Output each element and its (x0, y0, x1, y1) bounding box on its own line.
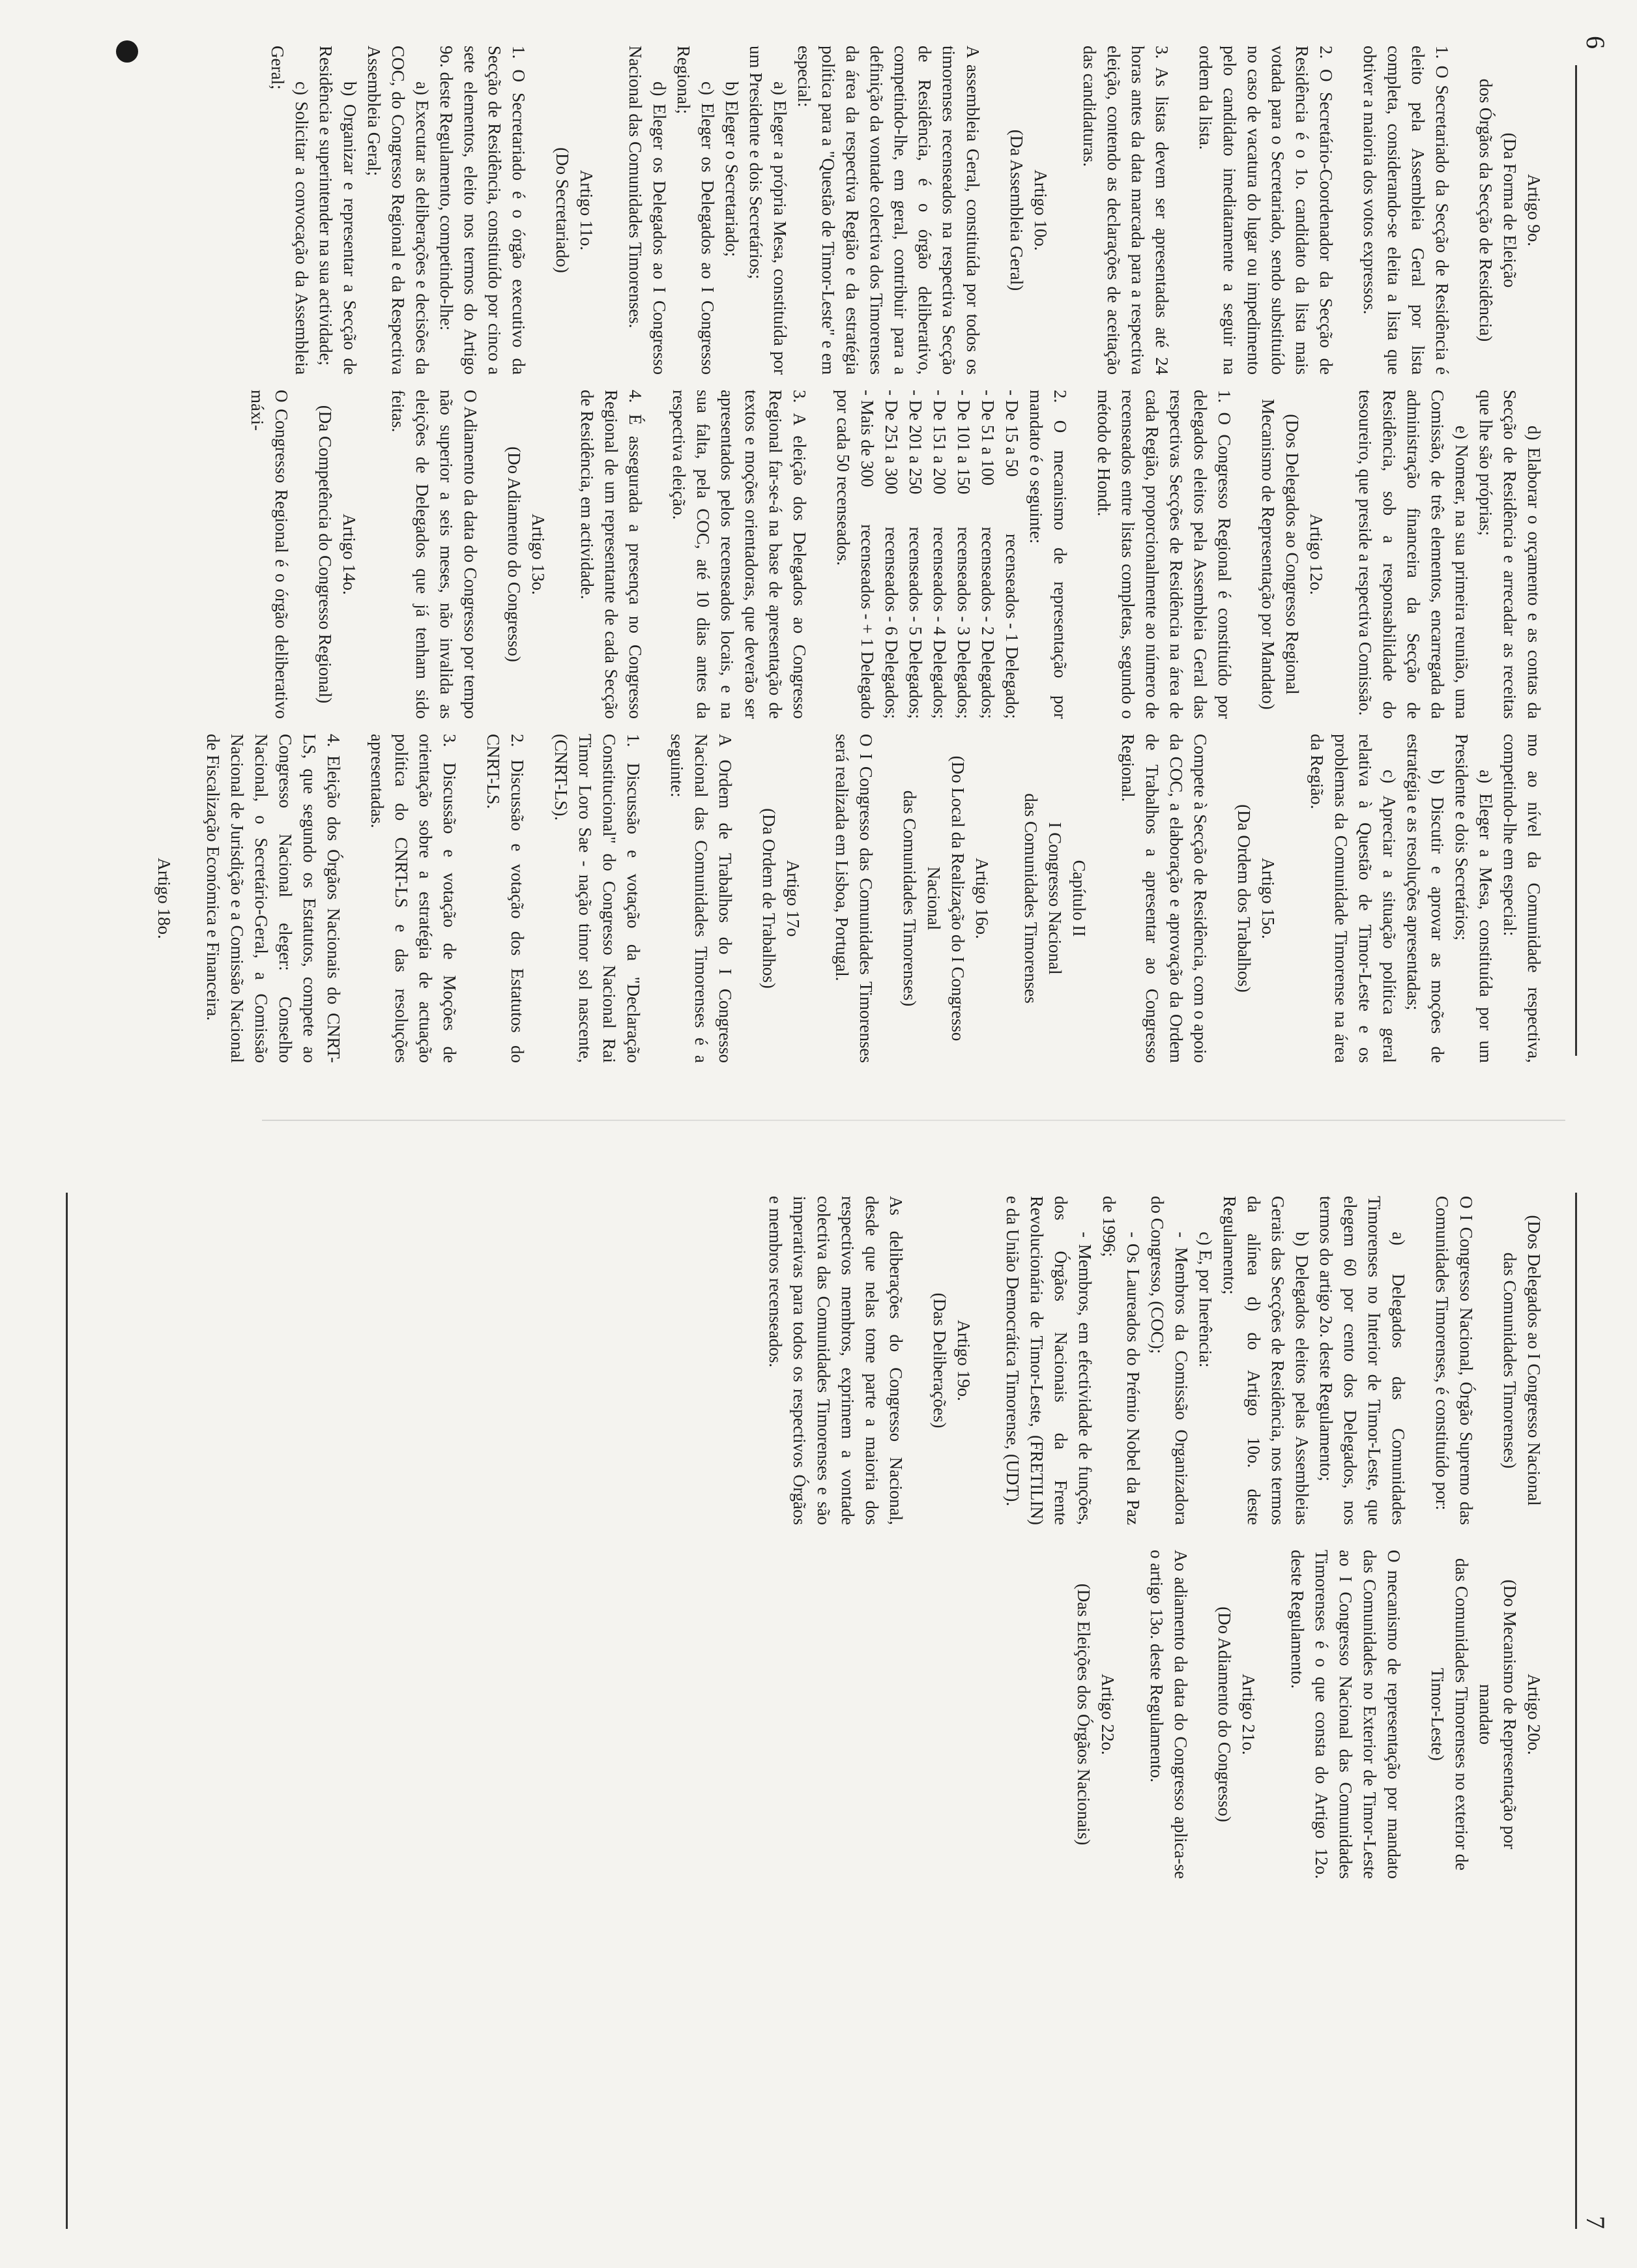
chapter-heading (1019, 734, 1091, 1063)
list-item: 2. Discussão e votação dos Estatutos do CNRT-LS. (484, 734, 527, 1063)
article-subtitle: (Do Adiamento do Congresso) (504, 446, 524, 662)
list-item: a) Eleger a Mesa, constituída por um Presidente e dois Secretários; (1452, 734, 1496, 1063)
column-4 (744, 1196, 1546, 1525)
mandate-row (879, 390, 903, 719)
chapter-subtitle: I Congresso Nacional (1045, 822, 1065, 975)
paragraph: por cada 50 recenseados. (833, 390, 853, 566)
article-heading (1425, 1550, 1546, 1879)
article-subtitle: das Comunidades Timorenses) (900, 790, 920, 1007)
mandate-row (855, 390, 879, 719)
paragraph: 1. O Congresso Regional é constituído por delegados eleitos pela Assembleia Geral das respectivas Secções de Residência na área de cada Região, proporcionalmente ao número de recenseados entre listas completas, segundo o método de Hondt. (1094, 390, 1234, 719)
paragraph: O Adiamento da data do Congresso por tempo não superior a seis meses, não invalida as eleições de Delegados que já tenham sido feitas. (388, 390, 480, 719)
article-subtitle: (Da Ordem de Trabalhos) (759, 808, 779, 989)
mandate-count: recenseados - 1 Delegado; (1002, 533, 1022, 719)
list-item: a) Delegados das Comunidades Timorenses no Interior de Timor-Leste, que elegem 60 por cento dos Delegados, nos termos do artigo 2o. deste Regulamento; (1316, 1196, 1408, 1525)
paragraph: O I Congresso Nacional, Órgão Supremo das Comunidades Timorenses, é constituído por: (1432, 1196, 1476, 1525)
article-title: Artigo 12o. (1307, 514, 1326, 595)
column-1 (265, 46, 1546, 375)
paragraph: As deliberações do Congresso Nacional, desde que nelas tome parte a maioria dos respectivos membros, exprimem a vontade colectiva das Comunidades Timorenses e são imperativas para todos os respectivos Órgãos e membros recenseados. (766, 1196, 906, 1525)
article-title: Artigo 13o. (529, 514, 548, 595)
column-2 (225, 390, 1546, 719)
list-item: - Membros da Comissão Organizadora do Congresso, (COC); (1148, 1196, 1191, 1525)
paragraph: Compete à Secção de Residência, com o apoio da COC, a elaboração e aprovação da Ordem de Trabalhos a apresentar ao Congresso Regional. (1118, 734, 1210, 1063)
article-heading (1498, 1196, 1546, 1525)
chapter-subtitle: das Comunidades Timorenses (1021, 793, 1041, 1004)
article-title: Artigo 14o. (340, 514, 359, 595)
article-subtitle: (Das Eleições dos Órgãos Nacionais) (1074, 1583, 1094, 1846)
article-heading (550, 46, 598, 375)
article-heading (1473, 46, 1546, 375)
list-item: c) Solicitar a convocação da Assembleia Geral; (268, 46, 311, 375)
mandate-count: recenseados - 2 Delegados; (978, 527, 998, 719)
mandate-count: recenseados - + 1 Delegado (858, 524, 877, 719)
column-3 (152, 734, 1546, 1063)
paragraph: mo ao nível da Comunidade respectiva, competindo-lhe em especial: (1500, 734, 1544, 1063)
list-item: a) Executar as deliberações e decisões da COC, do Congresso Regional e da Respectiva Assembleia Geral; (364, 46, 432, 375)
list-item: b) Delegados eleitos pelas Assembleias Gerais das Secções de Residência, nos termos da alínea d) do Artigo 10o. deste Regulamento; (1220, 1196, 1312, 1525)
article-subtitle: (Do Secretariado) (553, 147, 572, 273)
paragraph: 1. O Secretariado da Secção de Residência é eleito pela Assembleia Geral por lista completa, considerando-se eleita a lista que obtiver a maioria dos votos expressos. (1360, 46, 1452, 375)
article-title: Artigo 11o. (577, 169, 596, 251)
paragraph: O mecanismo de representação por mandato das Comunidades no Exterior de Timor-Leste ao I Congresso Nacional das Comunidades Timorenses é o que consta do Artigo 12o. deste Regulamento. (1288, 1550, 1404, 1879)
article-heading (152, 734, 176, 1063)
mandate-row (1000, 390, 1024, 719)
binder-hole (116, 40, 138, 63)
mandate-row (976, 390, 1000, 719)
chapter-title: Capítulo II (1069, 860, 1089, 937)
paragraph: 1. O Secretariado é o órgão executivo da Secção de Residência, constituído por cinco a sete elementos, eleito nos termos do Artigo 9o. deste Regulamento, competindo-lhe: (437, 46, 529, 375)
list-item: c) Eleger os Delegados ao I Congresso Regional; (674, 46, 717, 375)
article-subtitle: (Do Adiamento do Congresso) (1215, 1606, 1234, 1822)
mandate-row (903, 390, 927, 719)
list-item: d) Elaborar o orçamento e as contas da Secção de Residência e arrecadar as receitas que lhe são próprias; (1476, 390, 1544, 719)
article-heading (1232, 734, 1280, 1063)
page-number-right: 7 (1581, 2216, 1610, 2229)
article-subtitle: dos Órgãos da Secção de Residência) (1476, 78, 1496, 342)
article-subtitle: das Comunidades Timorenses no exterior de (1452, 1558, 1471, 1871)
article-title: Artigo 15o. (1258, 858, 1278, 939)
paragraph: 2. O mecanismo de representação por mandato é o seguinte: (1026, 390, 1070, 719)
mandate-range: - De 15 a 50 (1002, 390, 1022, 477)
list-item: 1. Discussão e votação da "Declaração Constitucional" do Congresso Nacional Rai Timor Loro Sae - nação timor sol nascente, (CNRT-LS). (551, 734, 643, 1063)
page-number-left: 6 (1581, 36, 1610, 49)
article-heading (897, 734, 994, 1063)
paragraph: A Ordem de Trabalhos do I Congresso Nacional das Comunidades Timorenses é a seguinte: (667, 734, 735, 1063)
list-item: - Membros, em efectividade de funções, dos Órgãos Nacionais da Frente Revolucionária de Timor-Leste, (FRETILIN) e da União Democrática Timorense, (UDT). (1003, 1196, 1095, 1525)
mandate-count: recenseados - 5 Delegados; (906, 527, 925, 719)
list-item: - Os Laureados do Prémio Nobel da Paz de 1996; (1099, 1196, 1143, 1525)
header-rule-right (1575, 1193, 1577, 2229)
article-subtitle: (Dos Delegados ao Congresso Regional (1282, 414, 1302, 695)
article-subtitle: (Dos Delegados ao I Congresso Nacional (1524, 1215, 1544, 1506)
list-item: b) Discutir e aprovar as moções de estratégia e as resoluções apresentadas; (1404, 734, 1447, 1063)
mandate-range: - De 251 a 300 (882, 390, 901, 495)
paragraph: 2. O Secretário-Coordenador da Secção de Residência é o 1o. candidato da lista mais votada para o Secretariado, sendo substituído no caso de vacatura do lugar ou impedimento pelo candidato imediatamente a seguir na ordem da lista. (1196, 46, 1336, 375)
article-title: Artigo 18o. (154, 858, 174, 939)
article-heading (1212, 1550, 1260, 1879)
article-title: Artigo 19o. (954, 1320, 974, 1401)
list-item: d) Eleger os Delegados ao I Congresso Nacional das Comunidades Timorenses. (626, 46, 669, 375)
mandate-range: - De 201 a 250 (906, 390, 925, 495)
list-item: e) Nomear, na sua primeira reunião, uma Comissão, de três elementos, encarregada da administração financeira da Secção de Residência, sob a responsabilidade do tesoureiro, que preside a respectiva Comissão. (1355, 390, 1471, 719)
article-subtitle: (Das Deliberações) (930, 1292, 949, 1429)
article-heading (1071, 1550, 1120, 1879)
article-heading (1004, 46, 1052, 375)
mandate-range: - Mais de 300 (858, 390, 877, 487)
paragraph: 3. As listas devem ser apresentadas até 24 horas antes da data marcada para a respectiva eleição, contendo as declarações de aceitação das candidaturas. (1080, 46, 1172, 375)
page-gutter (262, 1120, 1565, 1121)
paragraph: A assembleia Geral, constituída por todos os timorenses recenseados na respectiva Secção de Residência, é o órgão deliberativo, competindo-lhe, em geral, contribuir para a definição da vontade colectiva dos Timorenses da área da respectiva Região e da estratégia política para a "Questão de Timor-Leste" e em especial: (794, 46, 983, 375)
list-item: c) E, por Inerência: (1196, 1232, 1215, 1368)
footer-rule-right (66, 1193, 68, 2229)
article-title: Artigo 22o. (1098, 1674, 1118, 1755)
article-subtitle: Timor-Leste) (1428, 1668, 1447, 1761)
paragraph: Ao adiamento da data do Congresso aplica-se o artigo 13o. deste Regulamento. (1147, 1550, 1191, 1879)
mandate-count: recenseados - 3 Delegados; (954, 527, 974, 719)
mandate-count: recenseados - 4 Delegados; (930, 527, 949, 719)
article-heading (927, 1196, 976, 1525)
article-subtitle: das Comunidades Timorenses) (1500, 1252, 1520, 1469)
article-subtitle: (Da Assembleia Geral) (1007, 129, 1026, 291)
column-5 (1052, 1550, 1546, 1879)
mandate-table (855, 390, 1024, 719)
article-title: Artigo 16o. (972, 858, 992, 939)
article-subtitle: (Do Mecanismo de Representação por mandato (1476, 1579, 1520, 1850)
mandate-range: - De 151 a 200 (930, 390, 949, 495)
article-subtitle: (Da Ordem dos Trabalhos) (1234, 804, 1254, 993)
article-subtitle: (Da Competência do Congresso Regional) (315, 405, 335, 704)
article-title: Artigo 10o. (1031, 169, 1050, 251)
article-heading (757, 734, 805, 1063)
article-title: Artigo 20o. (1524, 1674, 1544, 1755)
mandate-range: - De 101 a 150 (954, 390, 974, 495)
mandate-row (951, 390, 976, 719)
article-title: Artigo 21o. (1239, 1674, 1258, 1755)
list-item: a) Eleger a própria Mesa, constituída por um Presidente e dois Secretários; (746, 46, 790, 375)
article-title: Artigo 9o. (1524, 174, 1544, 246)
mandate-range: - De 51 a 100 (978, 390, 998, 486)
mandate-count: recenseados - 6 Delegados; (882, 527, 901, 719)
article-subtitle: Mecanismo de Representação por Mandato) (1258, 399, 1278, 710)
paragraph: 4. É assegurada a presença no Congresso Regional de um representante de cada Secção de Residência, em actividade. (577, 390, 645, 719)
article-title: Artigo 17o (783, 860, 803, 937)
list-item: c) Apreciar a situação política geral relativa à Questão de Timor-Leste e os problemas da Comunidade Timorense na área da Região. (1307, 734, 1399, 1063)
article-subtitle: (Do Local da Realização do I Congresso Nacional (924, 755, 968, 1041)
list-item: b) Organizar e representar a Secção de Residência e superintender na sua actividade; (316, 46, 360, 375)
list-item: b) Eleger o Secretariado; (722, 81, 742, 257)
article-heading (1256, 390, 1328, 719)
header-rule-left (1575, 65, 1577, 1056)
paragraph: O I Congresso das Comunidades Timorenses será realizada em Lisboa, Portugal. (832, 734, 876, 1063)
paragraph: 3. A eleição dos Delegados ao Congresso Regional far-se-á na base de apresentação de textos e moções orientadoras, que deverão ser apresentados pelos recenseados locais, e na sua falta, pela COC, até 10 dias antes da respectiva eleição. (669, 390, 809, 719)
article-heading (502, 390, 550, 719)
paragraph: O Congresso Regional é o órgão deliberativo máxi- (248, 390, 291, 719)
article-subtitle: (Da Forma de Eleição (1500, 132, 1520, 288)
list-item: 4. Eleição dos Órgãos Nacionais do CNRT-LS, que segundo os Estatutos, compete ao Congresso Nacional eleger: Conselho Nacional, o Secretário-Geral, a Comissão Nacional de Jurisdição e a Comissão Nacional de Fiscalização Económica e Financeira. (203, 734, 343, 1063)
mandate-row (927, 390, 951, 719)
article-heading (313, 390, 361, 719)
list-item: 3. Discussão e votação de Moções de orientação sobre a estratégia de actuação política do CNRT-LS e das resoluções apresentadas. (368, 734, 459, 1063)
